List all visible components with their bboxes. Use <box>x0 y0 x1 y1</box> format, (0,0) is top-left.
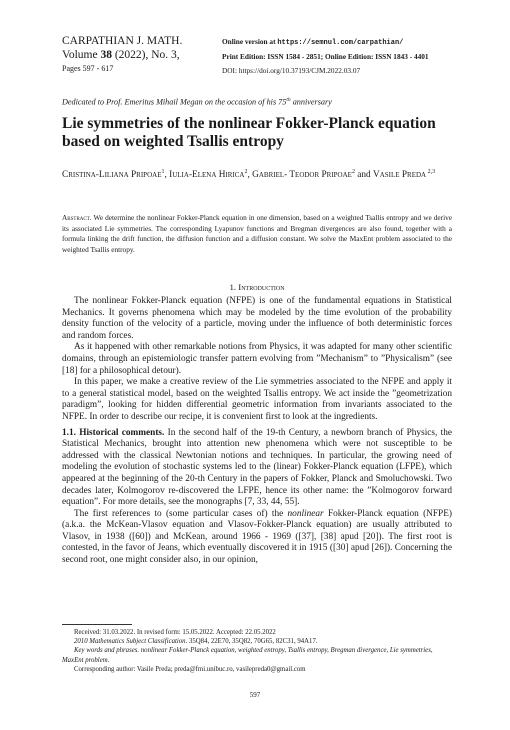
doi-line[interactable]: DOI: https://doi.org/10.37193/CJM.2022.03.07 <box>222 65 361 75</box>
online-url-link[interactable]: https://semnul.com/carpathian/ <box>277 39 404 47</box>
abstract <box>62 213 452 255</box>
online-version: Online version at https://semnul.com/carpathian/ <box>222 37 404 47</box>
journal-name: CARPATHIAN J. MATH. <box>62 35 183 47</box>
msc-classification: 2010 Mathematics Subject Classification. 35Q84, 22E70, 35Q82, 70G65, 82C31, 94A17. <box>74 638 318 646</box>
body-text <box>62 296 452 567</box>
keywords: Key words and phrases. nonlinear Fokker-Planck equation, weighted entropy, Tsallis entropy, Bregman divergence, Lie symmetries, MaxEnt problem. <box>62 647 433 664</box>
section-heading: 1. Introduction <box>229 282 285 292</box>
paragraph: As it happened with other remarkable notions from Physics, it was adapted for many other scientific domains, through an epistemiologic transfer pattern evolving from ”Mechanism” to ”Physicalism” (see [18] for a philosophical detour). <box>62 342 452 376</box>
author-name: Gabriel- Teodor Pripoae <box>252 170 352 181</box>
journal-header <box>62 34 212 75</box>
corresponding-author: Corresponding author: Vasile Preda; preda@fmi.unibuc.ro, vasilepreda0@gmail.com <box>74 665 306 673</box>
footnotes <box>62 628 452 674</box>
author-name: Vasile Preda <box>373 170 427 181</box>
paragraph: The first references to (some particular cases of) the nonlinear Fokker-Planck equation (NFPE) (a.k.a. the McKean-Vlasov equation and Vlasov-Fokker-Planck equation) are usually attributed to Vlasov, in 1938 ([60]) and McKean, around 1966 - 1969 ([37], [38] apud [20]). The first root is contested, in the favor of Jeans, which eventually discovered it in 1915 ([30] apud [26]). Concerning the second root, one might consider also, in our opinion, <box>62 508 452 566</box>
author-name: Iulia-Elena Hirica <box>169 170 245 181</box>
publication-info <box>222 35 462 77</box>
page-number: 597 <box>249 691 261 699</box>
paragraph: In this paper, we make a creative review of the Lie symmetries associated to the NFPE and apply it to a general statistical model, based on the weighted Tsallis entropy. We act inside the ”geometrization paradigm”, looking for hidden differential geometric information from invariants associated to the NFPE. In order to describe our recipe, it is convenient first to look at the ingredients. <box>62 377 452 422</box>
received-dates: Received: 31.03.2022. In revised form: 15.05.2022. Accepted: 22.05.2022 <box>74 629 276 636</box>
author-list: Cristina-Liliana Pripoae$^1$, Iulia-Elena Hirica$^2$, Gabriel- Teodor Pripoae$^2$ and Vasile Preda $^{2,3}$ <box>62 169 436 181</box>
journal-pages: Pages 597 - 617 <box>62 64 114 73</box>
subsection-heading: 1.1. Historical comments. <box>62 427 165 438</box>
paragraph: The nonlinear Fokker-Planck equation (NFPE) is one of the fundamental equations in Statistical Mechanics. It governs phenomena which may be modeled by the time evolution of the probability density function of the velocity of a particle, moving under the influence of both deterministic forces and random forces. <box>62 296 452 341</box>
journal-volume: Volume 38 (2022), No. 3, <box>62 49 180 61</box>
paper-title: Lie symmetries of the nonlinear Fokker-Planck equation based on weighted Tsallis entropy <box>62 115 436 150</box>
subsection-paragraph: 1.1. Historical comments. In the second half of the 19-th Century, a newborn branch of Physics, the Statistical Mechanics, brought into attention new phenomena which were not susceptible to be addressed with the classical Newtonian notions and techniques. In particular, the growing need of modeling the evolution of stochastic systems led to the (linear) Fokker-Planck equation (LFPE), which appeared at the beginning of the 20-th Century in the papers of Fokker, Planck and Smoluchowski. Two decades later, Kolmogorov re-discovered the LFPE, hence its other name: the ”Kolmogorov forward equation”. For more details, see the monographs [7, 33, 44, 55]. <box>62 427 452 508</box>
author-name: Cristina-Liliana Pripoae <box>62 170 162 181</box>
abstract-label: Abstract. <box>62 213 92 222</box>
abstract-text: We determine the nonlinear Fokker-Planck equation in one dimension, based on a weighted Tsallis entropy and we derive its associated Lie symmetries. The corresponding Lyapunov functions and Bregman divergences are also found, together with a formula linking the drift function, the diffusion function and a diffusion constant. We solve the MaxEnt problem associated to the weighted Tsallis entropy. <box>62 213 452 254</box>
issn-line: Print Edition: ISSN 1584 - 2851; Online Edition: ISSN 1843 - 4401 <box>222 52 429 62</box>
dedication: Dedicated to Prof. Emeritus Mihail Megan on the occasion of his 75th anniversary <box>62 97 332 107</box>
footnote-rule <box>62 624 132 625</box>
